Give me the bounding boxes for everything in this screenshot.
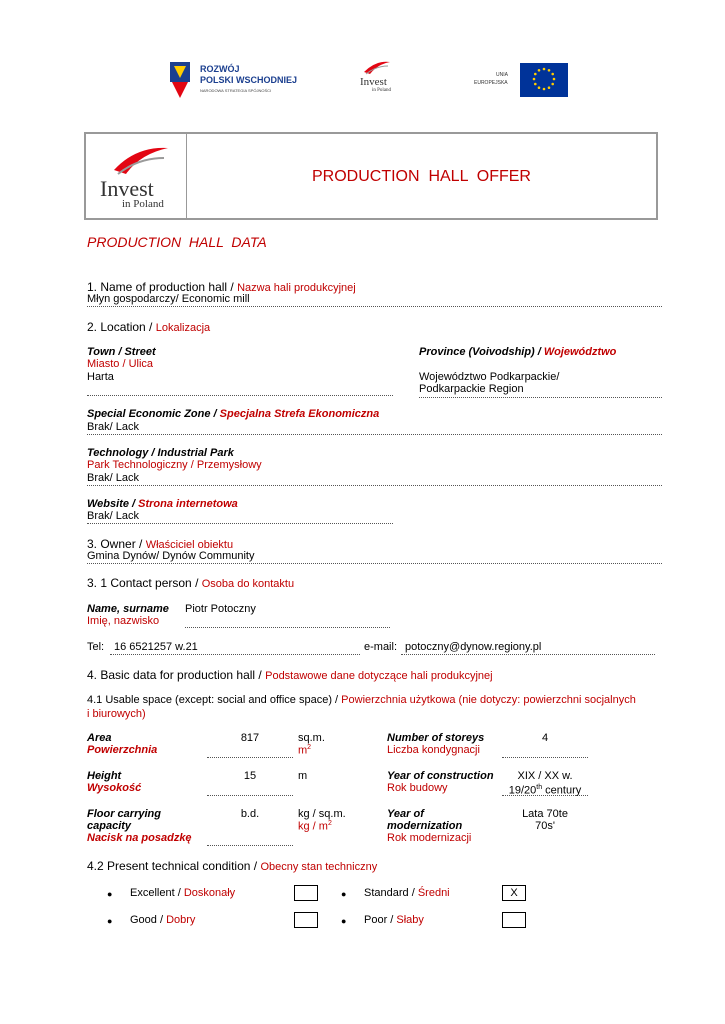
bullet-good: ● [107,916,113,926]
height-unit: m [298,770,308,782]
tel-value: 16 6521257 w.21 [110,641,360,655]
contact-label-en: 3. 1 Contact person / [87,576,202,590]
tech-label-pl: Park Technologiczny / Przemysłowy [87,459,262,471]
eu-line1: UNIA [496,72,508,78]
modern-value-1: Lata 70te [522,808,568,820]
area-unit-sup: 2 [307,744,312,751]
rpw-logo-mark [168,60,194,100]
excellent-checkbox[interactable] [294,885,318,901]
floor-value: b.d. [207,808,293,846]
storeys-label-pl: Liczba kondygnacji [387,744,480,756]
floor-unit-pl [298,820,332,833]
name-label-en: 1. Name of production hall / [87,280,238,294]
owner-label-en: 3. Owner / [87,537,146,551]
rpw-logo [168,60,308,100]
province-label-pl: Województwo [543,346,617,358]
province-label-en: Province (Voivodship) / [419,346,544,358]
year-value-2 [502,782,588,797]
sez-label [87,408,379,420]
invest-in-poland-logo [88,138,184,214]
header-divider [186,134,187,218]
modern-value-2: 70s' [535,820,555,832]
area-unit-pl [298,744,311,757]
rpw-line1: ROZWÓJ [200,64,240,74]
contact-name-label-en: Name, surname [87,603,169,615]
province-value-2: Podkarpackie Region [419,383,524,395]
modern-label-en-1: Year of [387,808,424,820]
contact-name-value: Piotr Potoczny [185,603,390,628]
invest-logo-text: Invest [100,176,154,201]
area-label-pl: Powierzchnia [87,744,158,756]
usable-label-en: 4.1 Usable space (except: social and office space) / [87,694,342,706]
name-label [87,280,356,294]
bullet-poor: ● [341,916,347,926]
modern-label-pl: Rok modernizacji [387,832,472,844]
basic-label-en: 4. Basic data for production hall / [87,668,266,682]
floor-label-en-1: Floor carrying [87,808,161,820]
tel-label: Tel: [87,641,105,653]
height-label-pl: Wysokość [87,782,142,794]
province-label [419,346,616,358]
contact-label [87,576,294,590]
web-label [87,498,238,510]
poor-checkbox[interactable] [502,912,526,928]
sez-label-en: Special Economic Zone / [87,408,220,420]
inpoland-logo-text: in Poland [122,198,164,210]
usable-label [87,693,667,721]
invest-small-sub: in Poland [372,88,392,93]
rpw-line3: NARODOWA STRATEGIA SPÓJNOŚCI [200,88,272,93]
good-label [130,914,195,926]
area-unit-pl-text: m [298,744,308,757]
eu-line2: EUROPEJSKA [474,80,508,86]
area-label-en: Area [87,732,112,744]
condition-label-pl: Obecny stan techniczny [260,861,378,873]
invest-small-logo [356,60,406,98]
town-value: Harta [87,371,393,396]
invest-small-swoosh [362,60,392,76]
condition-label-en: 4.2 Present technical condition / [87,859,261,873]
header-box [84,132,658,220]
basic-label [87,668,493,682]
floor-label-pl: Nacisk na posadzkę [87,832,192,844]
invest-swoosh-icon [110,144,170,178]
usable-label-pl-2: i biurowych) [87,708,146,720]
basic-label-pl: Podstawowe dane dotyczące hali produkcyjnej [265,670,493,682]
tech-value: Brak/ Lack [87,472,662,486]
email-label: e-mail: [364,641,398,653]
floor-unit-pl-text: kg / m [298,820,328,833]
bullet-excellent: ● [107,889,113,899]
usable-label-pl-1: Powierzchnia użytkowa (nie dotyczy: powierzchni socjalnych [341,694,636,706]
year-value [502,770,588,796]
section-title: PRODUCTION HALL DATA [87,234,267,250]
owner-value: Gmina Dynów/ Dynów Community [87,550,662,564]
year-label-en: Year of construction [387,770,494,782]
good-label-en: Good / [130,914,167,926]
sez-value: Brak/ Lack [87,421,662,435]
modern-value [502,808,588,832]
area-unit-en: sq.m. [298,732,325,744]
area-value: 817 [207,732,293,758]
location-label-pl: Lokalizacja [155,322,211,334]
good-label-pl: Dobry [166,914,196,926]
standard-label-pl: Średni [417,887,450,899]
poor-label-en: Poor / [364,914,397,926]
web-label-pl: Strona internetowa [138,498,238,510]
good-checkbox[interactable] [294,912,318,928]
location-label-en: 2. Location / [87,320,156,334]
modern-label-en-2: modernization [387,820,463,832]
invest-small-text: Invest [360,76,387,88]
year-value-2sup: th [536,784,543,791]
page-title: PRODUCTION HALL OFFER [312,168,531,185]
tech-label-en: Technology / Industrial Park [87,447,234,459]
storeys-label-en: Number of storeys [387,732,485,744]
province-value [419,371,662,398]
email-value: potoczny@dynow.regiony.pl [401,641,655,655]
location-label [87,320,210,334]
poor-label-pl: Słaby [396,914,424,926]
condition-label [87,859,377,873]
web-value: Brak/ Lack [87,510,393,524]
standard-checkbox[interactable]: X [502,885,526,901]
standard-label-en: Standard / [364,887,418,899]
year-value-1: XIX / XX w. [517,770,573,782]
contact-name-label-pl: Imię, nazwisko [87,615,160,627]
contact-label-pl: Osoba do kontaktu [201,578,295,590]
standard-label [364,887,450,899]
owner-label [87,537,233,551]
floor-unit-en: kg / sq.m. [298,808,346,820]
web-label-en: Website / [87,498,139,510]
eu-flag-icon [520,63,568,97]
year-value-2b: century [542,784,582,797]
poor-label [364,914,424,926]
town-label-pl: Miasto / Ulica [87,358,154,370]
name-value: Młyn gospodarczy/ Economic mill [87,293,662,307]
year-label-pl: Rok budowy [387,782,448,794]
floor-label-en-2: capacity [87,820,132,832]
floor-unit-sup: 2 [327,820,332,827]
year-value-2a: 19/20 [508,784,537,797]
town-label-en: Town / Street [87,346,156,358]
name-label-pl: Nazwa hali produkcyjnej [237,282,356,294]
sez-label-pl: Specjalna Strefa Ekonomiczna [219,408,380,420]
rpw-line2: POLSKI WSCHODNIEJ [200,75,298,85]
eu-logo [470,63,570,99]
bullet-standard: ● [341,889,347,899]
province-value-1: Województwo Podkarpackie/ [419,371,560,383]
storeys-value: 4 [502,732,588,758]
excellent-label-en: Excellent / [130,887,184,899]
height-value: 15 [207,770,293,796]
height-label-en: Height [87,770,122,782]
excellent-label [130,887,235,899]
excellent-label-pl: Doskonały [183,887,236,899]
owner-label-pl: Właściciel obiektu [145,539,234,551]
